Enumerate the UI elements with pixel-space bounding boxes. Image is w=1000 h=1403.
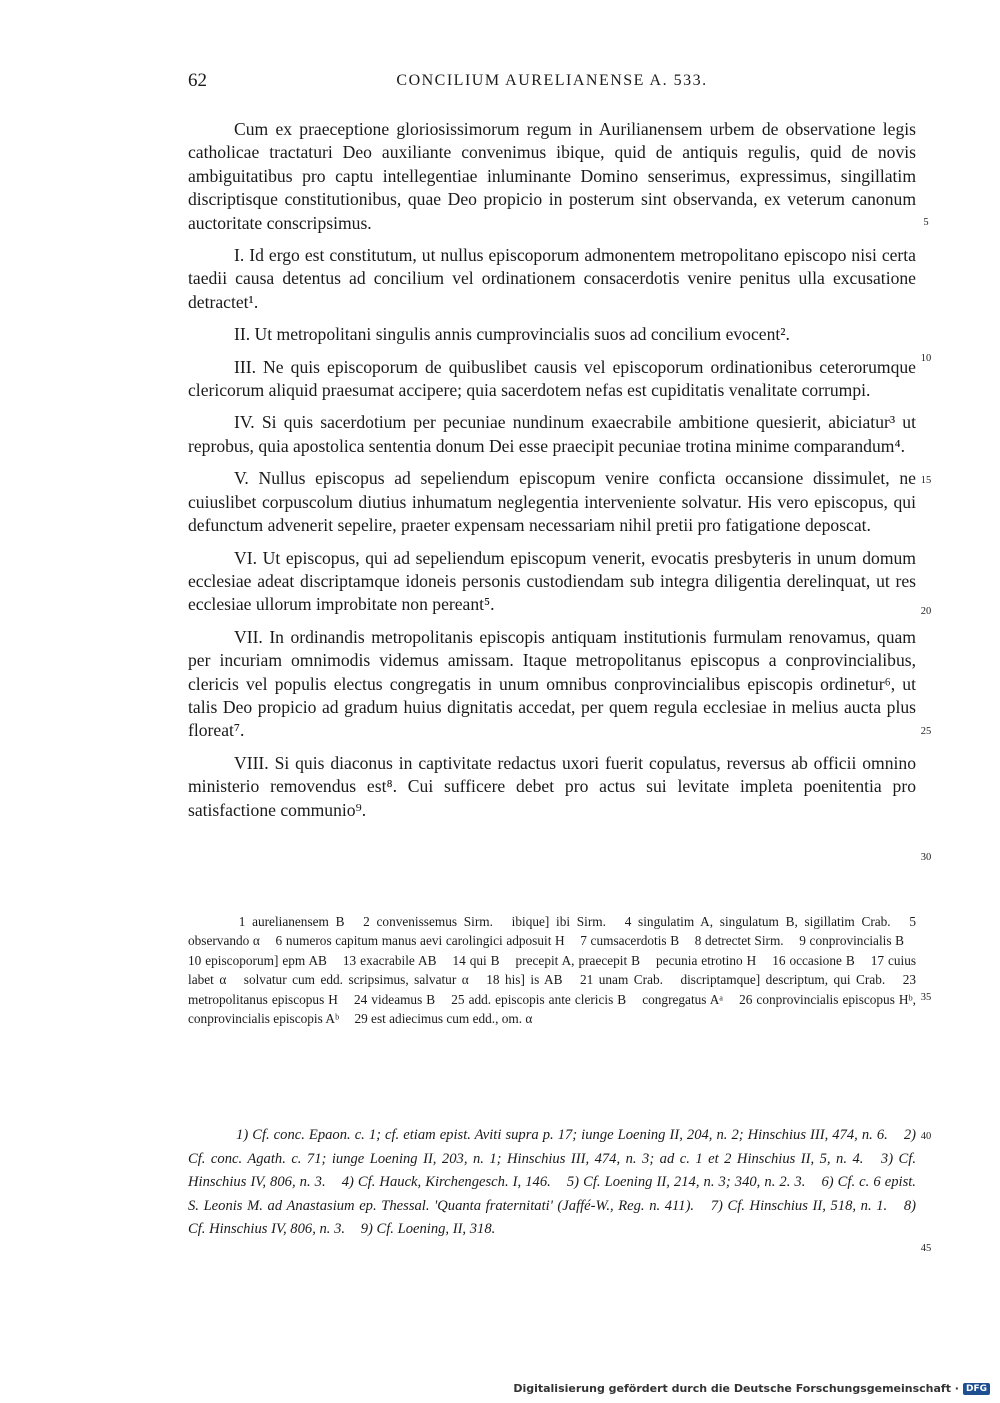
- apparatus-entry: pecunia etrotino H: [656, 952, 757, 968]
- apparatus-entry: 8 detrectet Sirm.: [694, 933, 784, 949]
- apparatus-entry: precepit A, praecepit B: [515, 952, 641, 968]
- apparatus-entry: 1 aurelianensem B: [238, 914, 345, 929]
- line-number: 10: [920, 353, 932, 364]
- apparatus-entry: 26 conprovincialis episcopus Hᵇ, conprovincialis episcopis Aᵇ: [188, 991, 916, 1027]
- apparatus-entry: 29 est adiecimus cum edd., om. α: [354, 1011, 533, 1027]
- canon-3: III. Ne quis episcoporum de quibuslibet causis vel episcoporum ordinationibus ceterorumque clericorum aliquid praesumat accipere; quia sacerdotem nefas est cupiditatis venalitate corrumpi.: [188, 356, 916, 401]
- apparatus-entry: discriptamque] descriptum, qui Crab.: [680, 972, 886, 988]
- footnote: 6) Cf. c. 6 epist. S. Leonis M. ad Anastasium ep. Thessal. 'Quanta fraternitati' (Jaffé-W., Reg. n. 411).: [188, 1174, 916, 1214]
- apparatus-entry: 2 convenissemus Sirm.: [363, 914, 493, 929]
- apparatus-entry: 23 metropolitanus episcopus H: [188, 972, 916, 1007]
- footnote: 2) Cf. conc. Agath. c. 71; iunge Loening II, 203, n. 1; Hinschius III, 474, n. 3; ad c. 1 et 2 Hinschius II, 5, n. 4.: [188, 1127, 916, 1167]
- dfg-logo: DFG: [963, 1383, 990, 1395]
- footnote: 9) Cf. Loening, II, 318.: [360, 1221, 496, 1237]
- critical-apparatus: [188, 912, 916, 1028]
- digitization-credit: [513, 1382, 990, 1395]
- apparatus-entry: 17 cuius labet α: [188, 952, 917, 988]
- page-number: 62: [188, 70, 207, 91]
- apparatus-entry: ibique] ibi Sirm.: [511, 914, 606, 929]
- canon-8: VIII. Si quis diaconus in captivitate redactus uxori fuerit copulatus, reversus ab officii omnino ministerio removendus est⁸. Cui sufficere debet pro actus sui levitate impleta poenitentia pro satisfactione communio⁹.: [188, 752, 916, 820]
- line-number: 40: [920, 1131, 932, 1142]
- canon-4: IV. Si quis sacerdotium per pecuniae nundinum exaecrabile ambitione quesierit, abiciatur³ ut reprobus, quia apostolica sententia donum Dei esse praecipit pecuniae trotina minime comparandum⁴.: [188, 412, 916, 456]
- footnote: 1) Cf. conc. Epaon. c. 1; cf. etiam epist. Aviti supra p. 17; iunge Loening II, 204, n. 2; Hinschius III, 474, n. 6.: [236, 1127, 888, 1143]
- apparatus-entry: 4 singulatim A, singulatum B, sigillatim Crab.: [624, 914, 891, 929]
- apparatus-entry: 16 occasione B: [772, 952, 855, 968]
- footnotes: [188, 1124, 916, 1242]
- apparatus-entry: 5 observando α: [188, 914, 917, 949]
- apparatus-entry: 25 add. episcopis ante clericis B: [451, 991, 627, 1007]
- apparatus-entry: 21 unam Crab.: [579, 972, 663, 988]
- running-title: CONCILIUM AURELIANENSE A. 533.: [396, 72, 708, 89]
- apparatus-entry: 14 qui B: [452, 952, 500, 968]
- line-number: 5: [923, 217, 929, 228]
- canon-2: II. Ut metropolitani singulis annis cumprovincialis suos ad concilium evocent².: [234, 324, 790, 345]
- apparatus-entry: congregatus Aᵃ: [642, 991, 724, 1007]
- apparatus-entry: solvatur cum edd. scripsimus, salvatur α: [243, 972, 469, 988]
- line-number: 35: [920, 992, 932, 1003]
- apparatus-entry: 7 cumsacerdotis B: [580, 933, 680, 949]
- apparatus-entry: 9 conprovincialis B: [799, 933, 905, 949]
- canon-6: VI. Ut episcopus, qui ad sepeliendum episcopum venerit, evocatis presbyteris in unum domum ecclesiae adeat discriptamque idoneis personis custodiendam sub integra diligentia derelinquat, ut res ecclesiae ullorum improbitate non pereant⁵.: [188, 547, 916, 615]
- footnote: 3) Cf. Hinschius IV, 806, n. 3.: [188, 1150, 916, 1190]
- line-number: 25: [920, 726, 932, 737]
- apparatus-entry: 18 his] is AB: [486, 972, 563, 988]
- apparatus-entry: 6 numeros capitum manus aevi carolingici adposuit H: [275, 933, 565, 949]
- footnote: 8) Cf. Hinschius IV, 806, n. 3.: [188, 1197, 916, 1237]
- credit-text: Digitalisierung gefördert durch die Deutsche Forschungsgemeinschaft ·: [513, 1382, 959, 1395]
- line-number: 15: [920, 475, 932, 486]
- footnote: 7) Cf. Hinschius II, 518, n. 1.: [710, 1197, 888, 1214]
- apparatus-entry: 10 episcoporum] epm AB: [188, 952, 327, 968]
- footnote: 4) Cf. Hauck, Kirchengesch. I, 146.: [341, 1174, 551, 1190]
- footnote: 5) Cf. Loening II, 214, n. 3; 340, n. 2. 3.: [566, 1174, 806, 1190]
- canon-1: I. Id ergo est constitutum, ut nullus episcoporum admonentem metropolitano episcopo nisi certa taedii causa detentus ad concilium vel ordinationem consacerdotis venire penitus ulla excusatione detractet¹.: [188, 245, 916, 312]
- canon-5: V. Nullus episcopus ad sepeliendum episcopum venire conficta occansione dissimulet, ne cuiuslibet corpuscolum diutius inhumatum neglegentia interveniente solvatur. His vero episcopus, qui defunctum advenerit sepelire, praeter expensam necessariam nihil pretii pro fatigatione deposcat.: [188, 468, 916, 536]
- canon-7: VII. In ordinandis metropolitanis episcopis antiquam institutionis furmulam renovamus, quam per incuriam omnimodis videmus amissam. Itaque metropolitanus episcopus a conprovincialibus, clericis vel populis electus congregatis in unum omnibus conprovincialibus episcopis ordinetur⁶, ut talis Deo propicio ad gradum huius dignitatis accedat, per quem regula ecclesiae in melius aucta plus floreat⁷.: [188, 626, 916, 741]
- page-header: [188, 70, 916, 92]
- line-number: 45: [920, 1243, 932, 1254]
- line-number: 20: [920, 606, 932, 617]
- main-text: [188, 118, 916, 831]
- apparatus-entry: 24 videamus B: [353, 991, 436, 1007]
- line-number: 30: [920, 852, 932, 863]
- apparatus-entry: 13 exacrabile AB: [342, 952, 437, 968]
- intro-paragraph: Cum ex praeceptione gloriosissimorum regum in Aurilianensem urbem de observatione legis catholicae tractaturi Deo auxiliante convenimus ibique, quid de antiquis regulis, quid de novis ambiguitatibus pro captu intellegentiae inluminante Domino senserimus, expressimus, singillatim discriptisque constitutionibus, quae Deo propicio in posterum sint observanda, ex veterum canonum auctoritate conscripsimus.: [188, 119, 916, 233]
